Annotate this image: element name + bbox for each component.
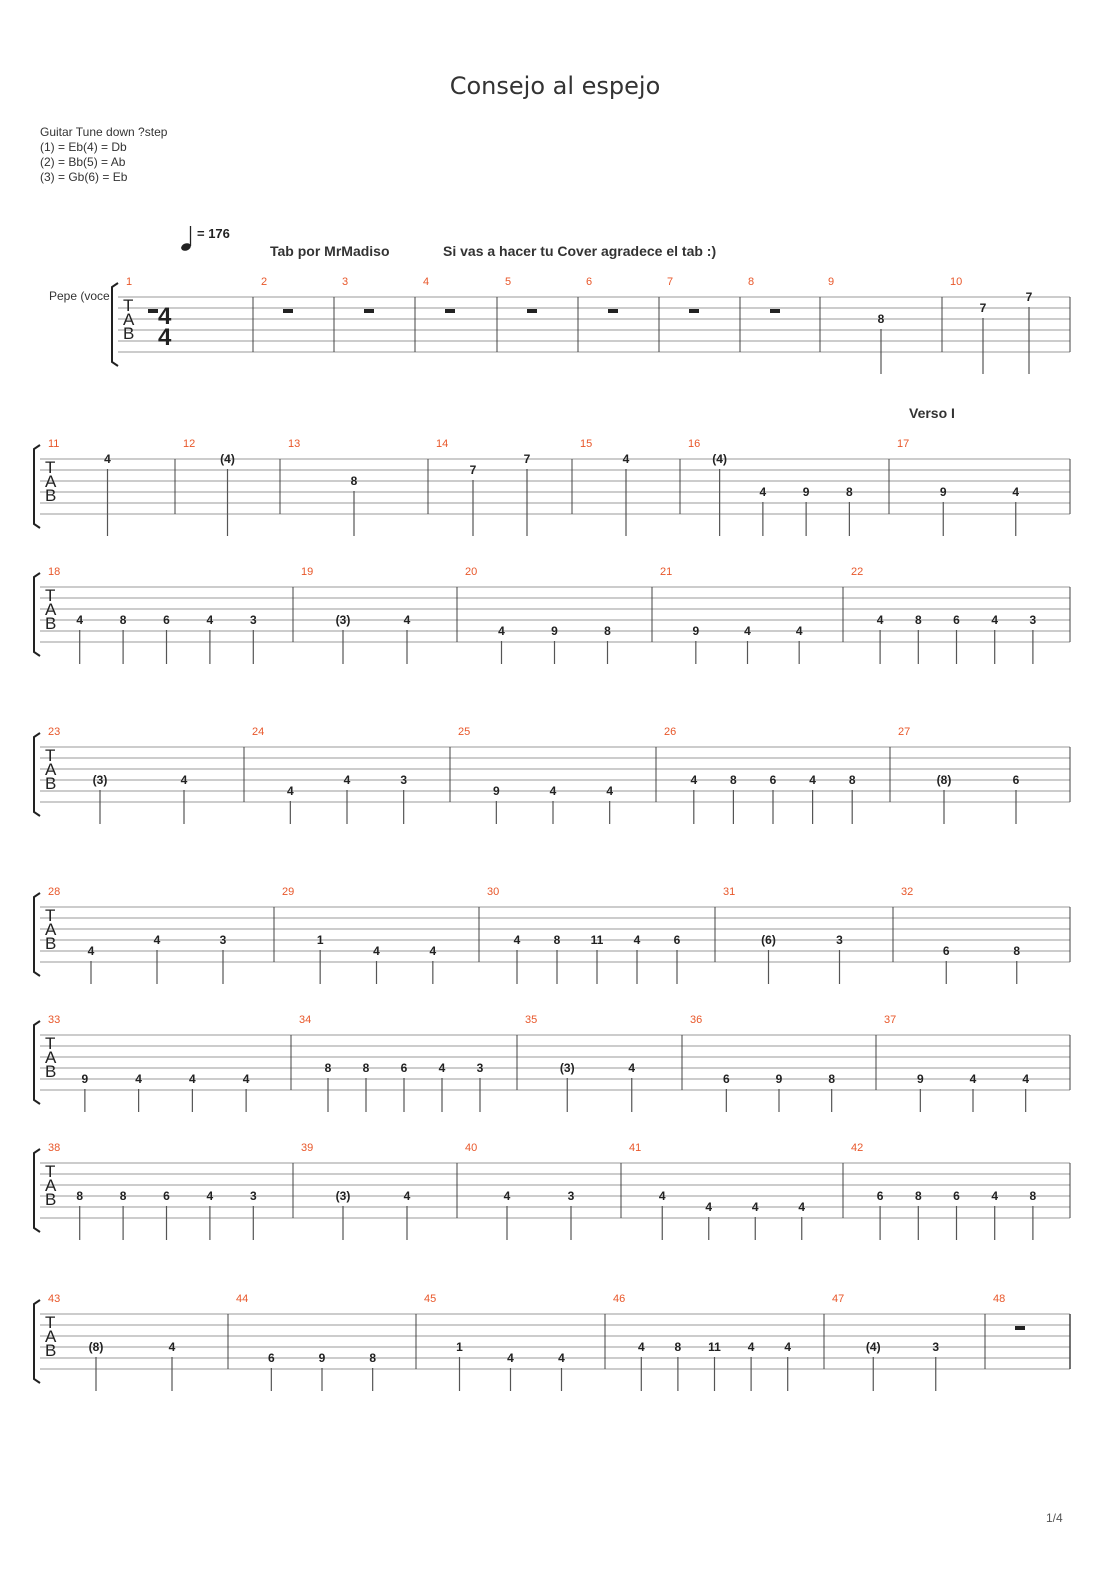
tab-clef-letter: A [45, 920, 57, 939]
fret-number: 9 [692, 624, 700, 638]
fret-number: 6 [673, 933, 681, 947]
measure-number: 12 [183, 438, 196, 450]
fret-number: 9 [802, 485, 810, 499]
fret-number: (8) [88, 1340, 104, 1354]
fret-number: 1 [456, 1340, 463, 1354]
measure-number: 22 [851, 566, 864, 578]
fret-number: 4 [784, 1340, 792, 1354]
half-rest [689, 309, 699, 313]
fret-number: 3 [219, 933, 227, 947]
half-rest [148, 309, 158, 313]
tab-clef-letter: B [45, 486, 57, 505]
fret-number: 9 [492, 784, 500, 798]
tab-system [34, 1014, 1070, 1112]
tab-clef-letter: T [45, 1313, 56, 1332]
fret-number: 4 [991, 1189, 999, 1203]
fret-number: 8 [324, 1061, 332, 1075]
fret-number: 4 [76, 613, 84, 627]
fret-number: 4 [1012, 485, 1020, 499]
fret-number: 4 [498, 624, 505, 638]
fret-number: 4 [507, 1351, 514, 1365]
measure-number: 45 [424, 1293, 437, 1305]
measure-number: 44 [236, 1293, 249, 1305]
measure-number: 29 [282, 886, 295, 898]
fret-number: 7 [523, 452, 531, 466]
fret-number: 8 [877, 312, 885, 326]
fret-number: 8 [119, 1189, 127, 1203]
fret-number: 4 [809, 773, 816, 787]
tab-clef-letter: B [45, 1190, 57, 1209]
fret-number: 9 [916, 1072, 924, 1086]
measure-number: 24 [252, 726, 265, 738]
tab-clef-letter: T [45, 746, 56, 765]
measure-number: 46 [613, 1293, 626, 1305]
fret-number: 4 [622, 452, 630, 466]
measure-number: 15 [580, 438, 593, 450]
fret-number: 4 [135, 1072, 142, 1086]
half-rest [527, 309, 537, 313]
measure-number: 19 [301, 566, 314, 578]
fret-number: 4 [403, 1189, 411, 1203]
fret-number: 4 [153, 933, 161, 947]
fret-number: 4 [549, 784, 557, 798]
measure-number: 1 [126, 276, 133, 288]
system-bracket [34, 1149, 40, 1232]
fret-number: 4 [637, 1340, 645, 1354]
fret-number: 4 [798, 1200, 806, 1214]
measure-number: 7 [667, 276, 674, 288]
measure-number: 31 [723, 886, 736, 898]
measure-number: 8 [748, 276, 755, 288]
fret-number: 8 [1029, 1189, 1037, 1203]
fret-number: (3) [335, 613, 351, 627]
measure-number: 32 [901, 886, 914, 898]
fret-number: 6 [722, 1072, 730, 1086]
measure-number: 14 [436, 438, 449, 450]
fret-number: 4 [189, 1072, 196, 1086]
fret-number: (4) [220, 452, 235, 466]
tab-system [34, 1142, 1070, 1240]
measure-number: 10 [950, 276, 963, 288]
fret-number: 4 [104, 452, 111, 466]
tab-clef-letter: A [45, 600, 57, 619]
fret-number: 4 [343, 773, 351, 787]
fret-number: 4 [242, 1072, 250, 1086]
tuning-line: (2) = Bb(5) = Ab [40, 155, 126, 169]
fret-number: 4 [373, 944, 380, 958]
fret-number: 6 [163, 613, 170, 627]
measure-number: 42 [851, 1142, 864, 1154]
fret-number: 8 [914, 1189, 922, 1203]
fret-number: (3) [559, 1061, 575, 1075]
measure-number: 43 [48, 1293, 61, 1305]
fret-number: 3 [400, 773, 408, 787]
fret-number: 8 [604, 624, 611, 638]
tab-clef-letter: A [45, 1176, 57, 1195]
fret-number: 4 [633, 933, 641, 947]
measure-number: 4 [423, 276, 430, 288]
fret-number: 8 [828, 1072, 836, 1086]
measure-number: 37 [884, 1014, 897, 1026]
score-title: Consejo al espejo [449, 72, 661, 100]
tuning-line: (3) = Gb(6) = Eb [40, 170, 128, 184]
tab-system [34, 438, 1070, 536]
measure-number: 40 [465, 1142, 478, 1154]
fret-number: 9 [318, 1351, 326, 1365]
fret-number: 4 [180, 773, 188, 787]
tab-systems [34, 276, 1070, 1391]
fret-number: 6 [876, 1189, 884, 1203]
fret-number: 11 [590, 933, 604, 947]
page-number: 1/4 [1046, 1511, 1063, 1525]
fret-number: 4 [206, 1189, 214, 1203]
tab-system [34, 566, 1070, 664]
fret-number: 8 [848, 773, 856, 787]
fret-number: 8 [119, 613, 127, 627]
fret-number: 4 [744, 624, 751, 638]
fret-number: 4 [690, 773, 698, 787]
tab-clef-letter: A [123, 310, 135, 329]
fret-number: 4 [1022, 1072, 1030, 1086]
fret-number: 4 [286, 784, 294, 798]
fret-number: 1 [316, 933, 324, 947]
measure-number: 23 [48, 726, 61, 738]
fret-number: 4 [168, 1340, 176, 1354]
fret-number: 8 [553, 933, 561, 947]
fret-number: 9 [551, 624, 558, 638]
fret-number: 6 [400, 1061, 408, 1075]
measure-number: 39 [301, 1142, 314, 1154]
measure-number: 41 [629, 1142, 642, 1154]
fret-number: 4 [795, 624, 803, 638]
fret-number: (3) [335, 1189, 351, 1203]
tab-clef-letter: T [45, 1162, 56, 1181]
fret-number: 3 [836, 933, 843, 947]
fret-number: 3 [476, 1061, 484, 1075]
fret-number: 8 [914, 613, 922, 627]
fret-number: 6 [1012, 773, 1020, 787]
measure-number: 21 [660, 566, 673, 578]
fret-number: 4 [403, 613, 411, 627]
fret-number: 3 [1029, 613, 1037, 627]
fret-number: 7 [469, 463, 477, 477]
measure-number: 30 [487, 886, 500, 898]
fret-number: 3 [249, 1189, 257, 1203]
measure-number: 48 [993, 1293, 1006, 1305]
tempo-marker [180, 226, 230, 252]
measure-number: 35 [525, 1014, 538, 1026]
fret-number: 8 [674, 1340, 682, 1354]
fret-number: 6 [769, 773, 777, 787]
fret-number: 8 [350, 474, 358, 488]
fret-number: 8 [846, 485, 853, 499]
half-rest [770, 309, 780, 313]
tab-system [34, 726, 1070, 824]
measure-number: 28 [48, 886, 61, 898]
tuning-header: Guitar Tune down ?step [40, 125, 168, 139]
system-bracket [34, 893, 40, 976]
fret-number: 8 [362, 1061, 370, 1075]
tab-clef-letter: T [45, 906, 56, 925]
fret-number: 4 [705, 1200, 713, 1214]
tab-clef-letter: T [45, 1034, 56, 1053]
tab-system [34, 1293, 1070, 1391]
fret-number: 8 [1013, 944, 1021, 958]
fret-number: 9 [81, 1072, 89, 1086]
fret-number: (4) [865, 1340, 881, 1354]
fret-number: 8 [76, 1189, 84, 1203]
measure-number: 33 [48, 1014, 61, 1026]
fret-number: 4 [751, 1200, 759, 1214]
fret-number: (4) [712, 452, 727, 466]
fret-number: 6 [953, 1189, 960, 1203]
measure-number: 34 [299, 1014, 312, 1026]
half-rest [1015, 1326, 1025, 1330]
fret-number: 4 [606, 784, 614, 798]
fret-number: 8 [730, 773, 737, 787]
fret-number: 4 [658, 1189, 666, 1203]
fret-number: 8 [369, 1351, 377, 1365]
fret-number: 4 [503, 1189, 511, 1203]
fret-number: 4 [438, 1061, 446, 1075]
tab-clef-letter: A [45, 1048, 57, 1067]
system-bracket [34, 1021, 40, 1104]
measure-number: 11 [48, 438, 60, 450]
tab-clef-letter: B [123, 324, 135, 343]
fret-number: 6 [267, 1351, 275, 1365]
tab-system [112, 276, 1070, 374]
fret-number: 9 [775, 1072, 783, 1086]
tab-clef-letter: B [45, 934, 57, 953]
measure-number: 38 [48, 1142, 61, 1154]
half-rest [608, 309, 618, 313]
fret-number: 11 [708, 1340, 721, 1354]
fret-number: (8) [936, 773, 952, 787]
fret-number: 4 [747, 1340, 755, 1354]
system-bracket [34, 445, 40, 528]
fret-number: 6 [942, 944, 950, 958]
measure-number: 9 [828, 276, 835, 288]
measure-number: 13 [288, 438, 301, 450]
fret-number: 4 [87, 944, 95, 958]
tab-clef-letter: B [45, 1062, 57, 1081]
fret-number: 4 [429, 944, 437, 958]
fret-number: 4 [759, 485, 767, 499]
tab-clef-letter: B [45, 1341, 57, 1360]
half-rest [445, 309, 455, 313]
measure-number: 26 [664, 726, 677, 738]
time-signature-bottom: 4 [158, 324, 172, 351]
system-bracket [34, 733, 40, 816]
fret-number: 3 [249, 613, 257, 627]
measure-number: 36 [690, 1014, 703, 1026]
system-bracket [34, 1300, 40, 1383]
system-bracket [112, 283, 118, 366]
tempo-label: = 176 [197, 226, 230, 241]
measure-number: 27 [898, 726, 911, 738]
measure-number: 6 [586, 276, 593, 288]
half-rest [283, 309, 293, 313]
fret-number: (3) [92, 773, 108, 787]
tab-clef-letter: T [123, 296, 134, 315]
fret-number: 4 [206, 613, 214, 627]
credit-text: Si vas a hacer tu Cover agradece el tab :) [443, 243, 717, 259]
time-signature-top: 4 [158, 303, 172, 330]
fret-number: 4 [969, 1072, 977, 1086]
fret-number: 6 [953, 613, 960, 627]
tab-clef-letter: T [45, 458, 56, 477]
fret-number: 9 [939, 485, 947, 499]
half-rest [364, 309, 374, 313]
measure-number: 18 [48, 566, 61, 578]
measure-number: 20 [465, 566, 478, 578]
fret-number: 6 [163, 1189, 170, 1203]
section-marker: Verso I [909, 405, 955, 421]
measure-number: 5 [505, 276, 512, 288]
measure-number: 16 [688, 438, 701, 450]
fret-number: (6) [761, 933, 776, 947]
measure-number: 25 [458, 726, 471, 738]
fret-number: 4 [991, 613, 999, 627]
credit-text: Tab por MrMadiso [270, 243, 390, 259]
system-bracket [34, 573, 40, 656]
fret-number: 4 [628, 1061, 636, 1075]
fret-number: 3 [932, 1340, 940, 1354]
tab-clef-letter: T [45, 586, 56, 605]
fret-number: 3 [567, 1189, 575, 1203]
fret-number: 7 [979, 301, 987, 315]
fret-number: 4 [513, 933, 521, 947]
measure-number: 3 [342, 276, 349, 288]
tab-clef-letter: B [45, 774, 57, 793]
fret-number: 4 [876, 613, 884, 627]
fret-number: 7 [1025, 290, 1033, 304]
tab-clef-letter: A [45, 1327, 57, 1346]
tab-system [34, 886, 1070, 984]
tab-clef-letter: A [45, 472, 57, 491]
tuning-line: (1) = Eb(4) = Db [40, 140, 127, 154]
fret-number: 4 [558, 1351, 565, 1365]
measure-number: 17 [897, 438, 910, 450]
measure-number: 47 [832, 1293, 845, 1305]
measure-number: 2 [261, 276, 268, 288]
track-name: Pepe (voce [49, 289, 110, 303]
tab-clef-letter: A [45, 760, 57, 779]
tab-clef-letter: B [45, 614, 57, 633]
